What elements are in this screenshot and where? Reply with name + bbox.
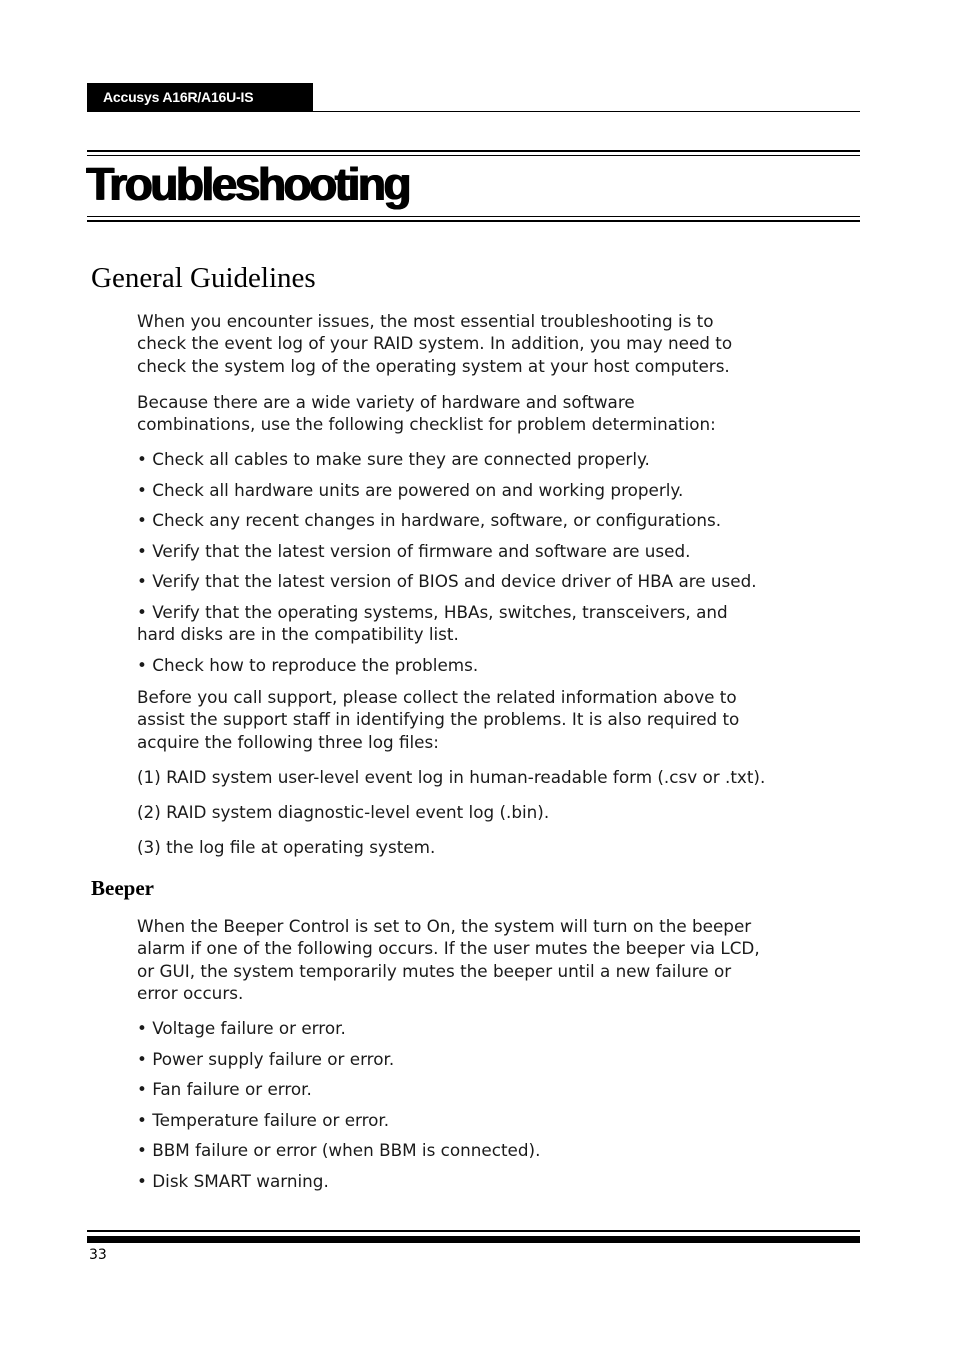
beeper-item: • Voltage failure or error. (137, 1018, 346, 1038)
intro-paragraph-1: When you encounter issues, the most essential troubleshooting is to check the event log of your RAID system. In addition, you may need to check the system log of the operating system at your host computers. (137, 311, 733, 376)
beeper-item: • BBM failure or error (when BBM is connected). (137, 1140, 541, 1160)
section-heading: General Guidelines (91, 262, 316, 294)
header-product-tab: Accusys A16R/A16U-IS (87, 83, 313, 111)
page-title: Troubleshooting (86, 158, 409, 210)
checklist-item: • Verify that the latest version of firmware and software are used. (137, 541, 691, 561)
checklist-item: • Check all hardware units are powered on and working properly. (137, 480, 684, 500)
checklist-item: • Check any recent changes in hardware, software, or configurations. (137, 510, 722, 530)
footer-rule-thick (87, 1236, 860, 1243)
page-number: 33 (89, 1247, 107, 1263)
checklist-item: • Verify that the operating systems, HBAs, switches, transceivers, and hard disks are in the compatibility list. (137, 602, 728, 645)
intro-paragraph-2: Because there are a wide variety of hardware and software combinations, use the following checklist for problem determination: (137, 392, 716, 435)
beeper-item: • Fan failure or error. (137, 1079, 312, 1099)
beeper-item: • Temperature failure or error. (137, 1110, 390, 1130)
beeper-heading: Beeper (91, 876, 154, 900)
title-rule-bottom (87, 220, 860, 222)
title-rule-bottom-thin (87, 216, 860, 217)
beeper-item: • Power supply failure or error. (137, 1049, 395, 1069)
checklist-item: • Check all cables to make sure they are connected properly. (137, 449, 650, 469)
beeper-item: • Disk SMART warning. (137, 1171, 329, 1191)
beeper-intro: When the Beeper Control is set to On, the system will turn on the beeper alarm if one of the following occurs. If the user mutes the beeper via LCD, or GUI, the system temporarily mutes the beeper until a new failure or error occurs. (137, 916, 760, 1003)
support-note: Before you call support, please collect the related information above to assist the support staff in identifying the problems. It is also required to acquire the following three log files: (137, 687, 740, 752)
log-file-item: (1) RAID system user-level event log in human-readable form (.csv or .txt). (137, 767, 766, 787)
log-file-item: (3) the log file at operating system. (137, 837, 436, 857)
checklist-item: • Check how to reproduce the problems. (137, 655, 479, 675)
header-rule (87, 111, 860, 112)
footer-rule-thin (87, 1230, 860, 1232)
checklist-item: • Verify that the latest version of BIOS and device driver of HBA are used. (137, 571, 757, 591)
title-rule-top (87, 150, 860, 152)
log-file-item: (2) RAID system diagnostic-level event log (.bin). (137, 802, 550, 822)
